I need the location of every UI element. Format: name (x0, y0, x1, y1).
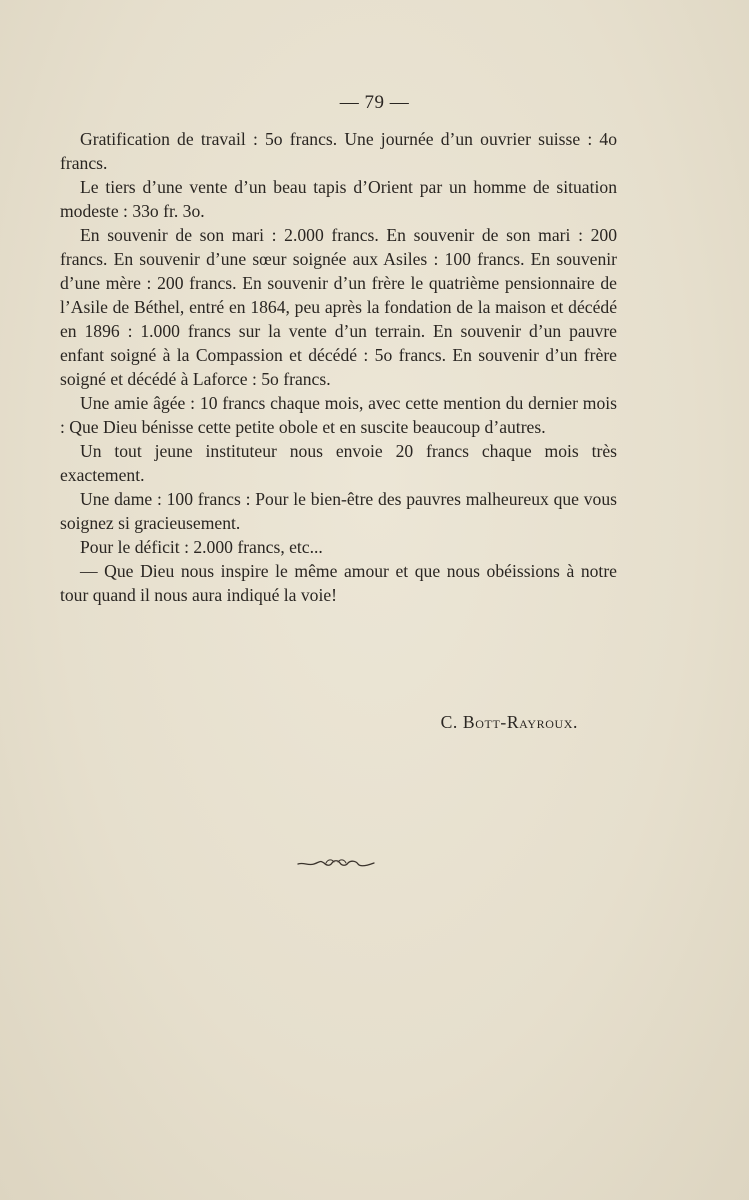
decorative-flourish-icon (296, 855, 376, 871)
text-body (60, 127, 617, 607)
paragraph-tapis: Le tiers d’une vente d’un beau tapis d’Orient par un homme de situation modeste : 33o fr. 3o. (60, 177, 617, 221)
signature-text: C. Bott-Rayroux. (440, 712, 578, 732)
paragraph-instituteur: Un tout jeune instituteur nous envoie 20 francs chaque mois très exactement. (60, 441, 617, 485)
paragraph-gratification: Gratification de travail : 5o francs. Une journée d’un ouvrier suisse : 4o francs. (60, 129, 617, 173)
closing-paragraph: — Que Dieu nous inspire le même amour et que nous obéissions à notre tour quand il nous aura indiqué la voie! (60, 561, 617, 605)
signature (0, 712, 578, 733)
paragraph-dame: Une dame : 100 francs : Pour le bien-être des pauvres malheureux que vous soignez si gracieusement. (60, 489, 617, 533)
paragraph-souvenirs: En souvenir de son mari : 2.000 francs. En souvenir de son mari : 200 francs. En souvenir d’une sœur soignée aux Asiles : 100 francs. En souvenir d’une mère : 200 francs. En souvenir d’un frère le quatrième pensionnaire de l’Asile de Béthel, entré en 1864, peu après la fondation de la maison et décédé en 1896 : 1.000 francs sur la vente d’un terrain. En souvenir d’un pauvre enfant soigné à la Compassion et décédé : 5o francs. En souvenir d’un frère soigné et décédé à Laforce : 5o francs. (60, 225, 617, 389)
page-number: — 79 — (339, 92, 410, 113)
paragraph-deficit: Pour le déficit : 2.000 francs, etc... (80, 537, 323, 557)
paragraph-amie: Une amie âgée : 10 francs chaque mois, avec cette mention du dernier mois : Que Dieu bénisse cette petite obole et en suscite beaucoup d’autres. (60, 393, 617, 437)
